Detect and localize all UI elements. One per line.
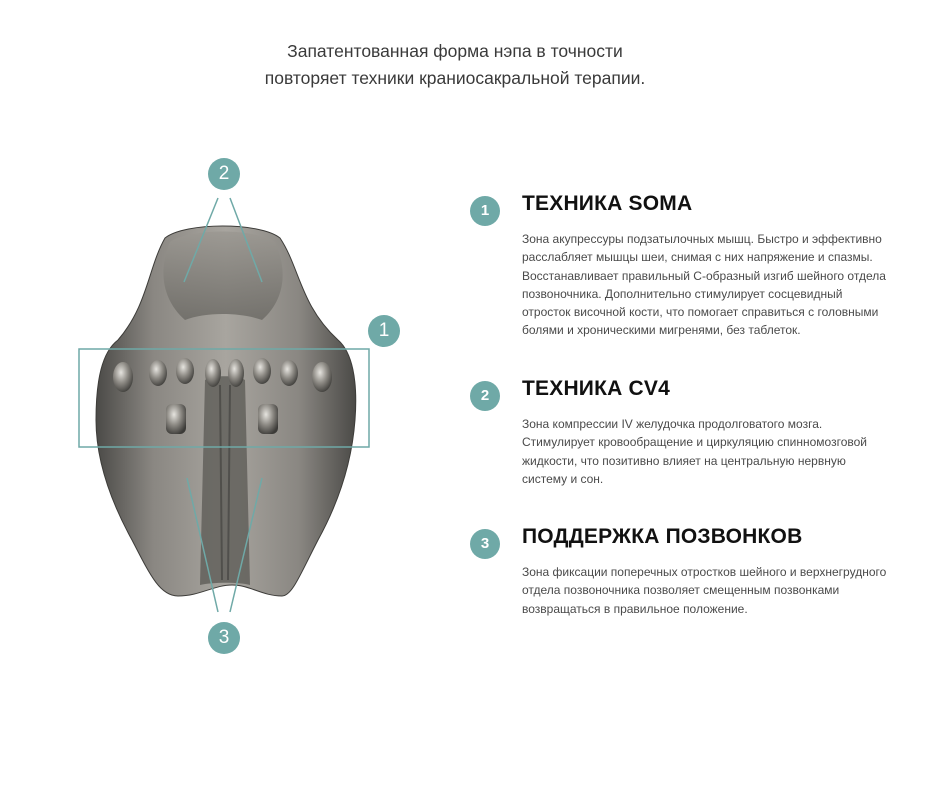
description-line: болями и хроническими мигренями, без таблеток.	[522, 323, 801, 338]
description-line: расслабляет мышцы шеи, снимая с них напряжение и спазмы.	[522, 250, 873, 265]
description-line: жидкости, что позитивно влияет на центральную нервную	[522, 453, 846, 468]
headline-line-2: повторяет техники краниосакральной терапии.	[264, 68, 646, 88]
item-title: ТЕХНИКА CV4	[522, 377, 670, 400]
description-line: Зона акупрессуры подзатылочных мышц. Быстро и эффективно	[522, 232, 882, 246]
marker-2: 2	[208, 158, 240, 190]
pillow-top-ridge	[163, 232, 282, 321]
item-number-badge: 2	[470, 381, 500, 411]
description-line: Зона фиксации поперечных отростков шейного и верхнегрудного	[522, 565, 887, 579]
description-line: возвращаться в правильное положение.	[522, 601, 748, 616]
marker-1: 1	[368, 315, 400, 347]
item-description	[522, 563, 894, 618]
item-title: ПОДДЕРЖКА ПОЗВОНКОВ	[522, 525, 803, 548]
pillow-center-groove	[200, 376, 250, 585]
pillow-illustration	[0, 0, 460, 797]
description-line: Зона компрессии IV желудочка продолговатого мозга.	[522, 417, 823, 431]
product-figure	[0, 0, 460, 797]
description-line: отросток височной кости, что помогает справиться с головными	[522, 305, 879, 320]
item-title: ТЕХНИКА SOMA	[522, 192, 693, 215]
item-description	[522, 415, 894, 488]
description-line: позвоночника. Дополнительно стимулирует сосцевидный	[522, 286, 843, 301]
description-line: Стимулирует кровообращение и циркуляцию спинномозговой	[522, 435, 867, 450]
marker-3: 3	[208, 622, 240, 654]
item-number-badge: 3	[470, 529, 500, 559]
headline-line-1: Запатентованная форма нэпа в точности	[287, 41, 623, 61]
item-description	[522, 230, 894, 340]
item-number-badge: 1	[470, 196, 500, 226]
description-line: Восстанавливает правильный С-образный изгиб шейного отдела	[522, 268, 886, 283]
description-line: систему и сон.	[522, 471, 604, 486]
description-line: отдела позвоночника позволяет смещенным позвонками	[522, 583, 840, 598]
